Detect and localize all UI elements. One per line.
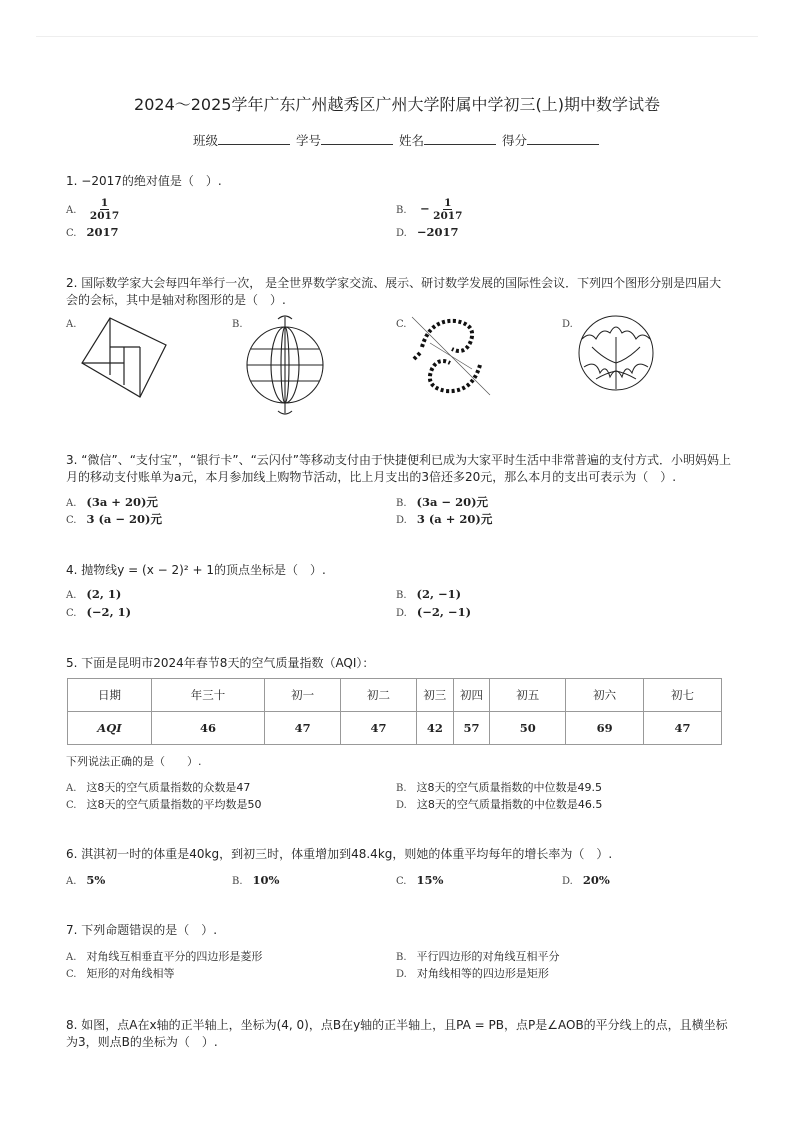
q6-option-a[interactable]	[66, 873, 105, 887]
q3-c-value: 3 (a − 20)元	[86, 512, 162, 526]
q5-stem: 5. 下面是昆明市2024年春节8天的空气质量指数（AQI）：	[66, 656, 375, 670]
q5-d-label: D.	[396, 800, 407, 811]
q1-option-a[interactable]	[66, 197, 119, 222]
q1-b-fraction	[433, 197, 462, 222]
class-blank[interactable]	[218, 132, 290, 145]
q7-c-label: C.	[66, 969, 77, 980]
q2-b-label[interactable]: B.	[232, 319, 243, 330]
q1-stem: 1. −2017的绝对值是（ ）.	[66, 174, 222, 188]
q1-b-label: B.	[396, 204, 407, 216]
q4-d-value: (−2, −1)	[416, 605, 472, 619]
aqi-value-cell: 46	[151, 712, 264, 745]
q7-option-c[interactable]	[66, 965, 174, 981]
q6-b-value: 10%	[252, 873, 280, 887]
name-label: 姓名	[398, 133, 424, 148]
aqi-value-cell: 69	[566, 712, 644, 745]
q1-a-fraction	[90, 197, 119, 222]
q4-d-label: D.	[396, 608, 407, 619]
q6-option-d[interactable]	[562, 873, 610, 887]
score-label: 得分	[501, 133, 527, 148]
q2-c-label[interactable]: C.	[396, 319, 407, 330]
q2-figure-b[interactable]	[242, 313, 328, 417]
aqi-row-label: AQI	[68, 712, 152, 745]
q4-option-b[interactable]	[396, 587, 461, 601]
q6-c-value: 15%	[416, 873, 444, 887]
q4-stem: 4. 抛物线y = (x − 2)² + 1的顶点坐标是（ ）.	[66, 563, 326, 577]
q7-a-label: A.	[66, 952, 77, 963]
q6-a-value: 5%	[86, 873, 106, 887]
id-label: 学号	[295, 133, 321, 148]
aqi-header-cell: 初六	[566, 679, 644, 712]
q5-b-text: 这8天的空气质量指数的中位数是49.5	[416, 781, 603, 794]
q4-c-label: C.	[66, 608, 77, 619]
q6-stem: 6. 淇淇初一时的体重是40kg，到初三时，体重增加到48.4kg，则她的体重平均每年的增长率为（ ）.	[66, 847, 613, 861]
q4-option-c[interactable]	[66, 605, 131, 619]
q1-c-label: C.	[66, 228, 77, 239]
q5-option-a[interactable]	[66, 779, 250, 795]
q3-option-c[interactable]	[66, 511, 162, 527]
q3-d-value: 3 (a + 20)元	[416, 512, 493, 526]
q4-a-label: A.	[66, 590, 77, 601]
q7-option-b[interactable]	[396, 948, 560, 964]
id-blank[interactable]	[321, 132, 393, 145]
q5-option-c[interactable]	[66, 796, 261, 812]
q6-a-label: A.	[66, 876, 77, 887]
q4-option-a[interactable]	[66, 587, 121, 601]
q7-option-a[interactable]	[66, 948, 262, 964]
aqi-header-cell: 初四	[453, 679, 490, 712]
q1-option-c[interactable]	[66, 225, 119, 239]
q3-option-a[interactable]	[66, 494, 158, 510]
q7-stem: 7. 下列命题错误的是（ ）.	[66, 923, 218, 937]
q3-b-value: (3a − 20)元	[416, 495, 489, 509]
q5-substem: 下列说法正确的是（ ）.	[66, 755, 202, 768]
aqi-header-cell: 初二	[341, 679, 417, 712]
q3-a-label: A.	[66, 498, 77, 509]
q1-a-label: A.	[66, 204, 77, 216]
q7-b-label: B.	[396, 952, 407, 963]
q1-option-b[interactable]	[396, 197, 462, 222]
q8-stem: 8. 如图，点A在x轴的正半轴上，坐标为(4, 0)，点B在y轴的正半轴上，且PA = PB，点P是∠AOB的平分线上的点，且横坐标为3，则点B的坐标为（ ）.	[66, 1018, 728, 1049]
q5-option-d[interactable]	[396, 796, 602, 812]
q7-option-d[interactable]	[396, 965, 549, 981]
q5-d-text: 这8天的空气质量指数的中位数是46.5	[416, 798, 603, 811]
q3-a-value: (3a + 20)元	[86, 495, 158, 509]
q3-c-label: C.	[66, 515, 77, 526]
q3-stem: 3. “微信”、“支付宝”，“银行卡”、“云闪付”等移动支付由于快捷便利已成为大家平时生活中非常普遍的支付方式．小明妈妈上月的移动支付账单为a元，本月参加线上购物节活动，比上月支出的3倍还多20元，那么本月的支出可表示为（ ）.	[66, 453, 732, 484]
student-info-line	[0, 131, 794, 149]
aqi-value-cell: 57	[453, 712, 490, 745]
q5-option-b[interactable]	[396, 779, 602, 795]
aqi-table-value-row	[68, 712, 722, 745]
q4-b-label: B.	[396, 590, 407, 601]
q4-c-value: (−2, 1)	[86, 605, 132, 619]
q6-option-b[interactable]	[232, 873, 279, 887]
q1-a-numerator: 1	[100, 197, 109, 209]
q2-d-label[interactable]: D.	[562, 319, 573, 330]
q2-figure-c[interactable]	[408, 313, 494, 399]
q1-d-label: D.	[396, 228, 407, 239]
aqi-table-header-row	[68, 679, 722, 712]
aqi-header-cell: 初五	[490, 679, 566, 712]
q4-b-value: (2, −1)	[416, 587, 462, 601]
q2-a-label[interactable]: A.	[66, 319, 77, 330]
q1-b-sign: −	[420, 201, 430, 216]
q3-option-d[interactable]	[396, 511, 492, 527]
q5-a-text: 这8天的空气质量指数的众数是47	[86, 781, 251, 794]
q2-figure-a[interactable]	[78, 315, 170, 399]
q4-option-d[interactable]	[396, 605, 471, 619]
q5-c-text: 这8天的空气质量指数的平均数是50	[86, 798, 262, 811]
class-label: 班级	[192, 133, 218, 148]
q2-figure-d[interactable]	[574, 313, 658, 393]
q3-b-label: B.	[396, 498, 407, 509]
aqi-header-cell: 日期	[68, 679, 152, 712]
q6-b-label: B.	[232, 876, 243, 887]
q7-d-text: 对角线相等的四边形是矩形	[416, 967, 549, 980]
q3-option-b[interactable]	[396, 494, 488, 510]
aqi-value-cell: 47	[341, 712, 417, 745]
q7-a-text: 对角线互相垂直平分的四边形是菱形	[86, 950, 263, 963]
aqi-table	[67, 678, 722, 745]
q6-d-value: 20%	[582, 873, 610, 887]
q6-d-label: D.	[562, 876, 573, 887]
q1-option-d[interactable]	[396, 225, 459, 239]
aqi-value-cell: 50	[490, 712, 566, 745]
aqi-header-cell: 初一	[265, 679, 341, 712]
q5-b-label: B.	[396, 783, 407, 794]
q6-option-c[interactable]	[396, 873, 443, 887]
q7-b-text: 平行四边形的对角线互相平分	[416, 950, 560, 963]
aqi-header-cell: 初三	[417, 679, 454, 712]
aqi-header-cell: 年三十	[151, 679, 264, 712]
name-blank[interactable]	[424, 132, 496, 145]
q1-b-denominator: 2017	[433, 210, 463, 222]
aqi-value-cell: 47	[644, 712, 722, 745]
q1-d-value: −2017	[416, 225, 459, 239]
score-blank[interactable]	[527, 132, 599, 145]
q5-c-label: C.	[66, 800, 77, 811]
q4-a-value: (2, 1)	[86, 587, 122, 601]
q1-c-value: 2017	[86, 225, 119, 239]
header-rule	[36, 36, 758, 37]
aqi-value-cell: 47	[265, 712, 341, 745]
aqi-header-cell: 初七	[644, 679, 722, 712]
q7-c-text: 矩形的对角线相等	[86, 967, 175, 980]
q2-stem: 2. 国际数学家大会每四年举行一次， 是全世界数学家交流、展示、研讨数学发展的国际性会议．下列四个图形分别是四届大会的会标，其中是轴对称图形的是（ ）.	[66, 276, 722, 307]
exam-title: 2024～2025学年广东广州越秀区广州大学附属中学初三(上)期中数学试卷	[134, 95, 660, 114]
q1-a-denominator: 2017	[89, 210, 120, 222]
q5-a-label: A.	[66, 783, 77, 794]
aqi-value-cell: 42	[417, 712, 454, 745]
q3-d-label: D.	[396, 515, 407, 526]
q7-d-label: D.	[396, 969, 407, 980]
q1-b-numerator: 1	[444, 197, 452, 209]
q6-c-label: C.	[396, 876, 407, 887]
